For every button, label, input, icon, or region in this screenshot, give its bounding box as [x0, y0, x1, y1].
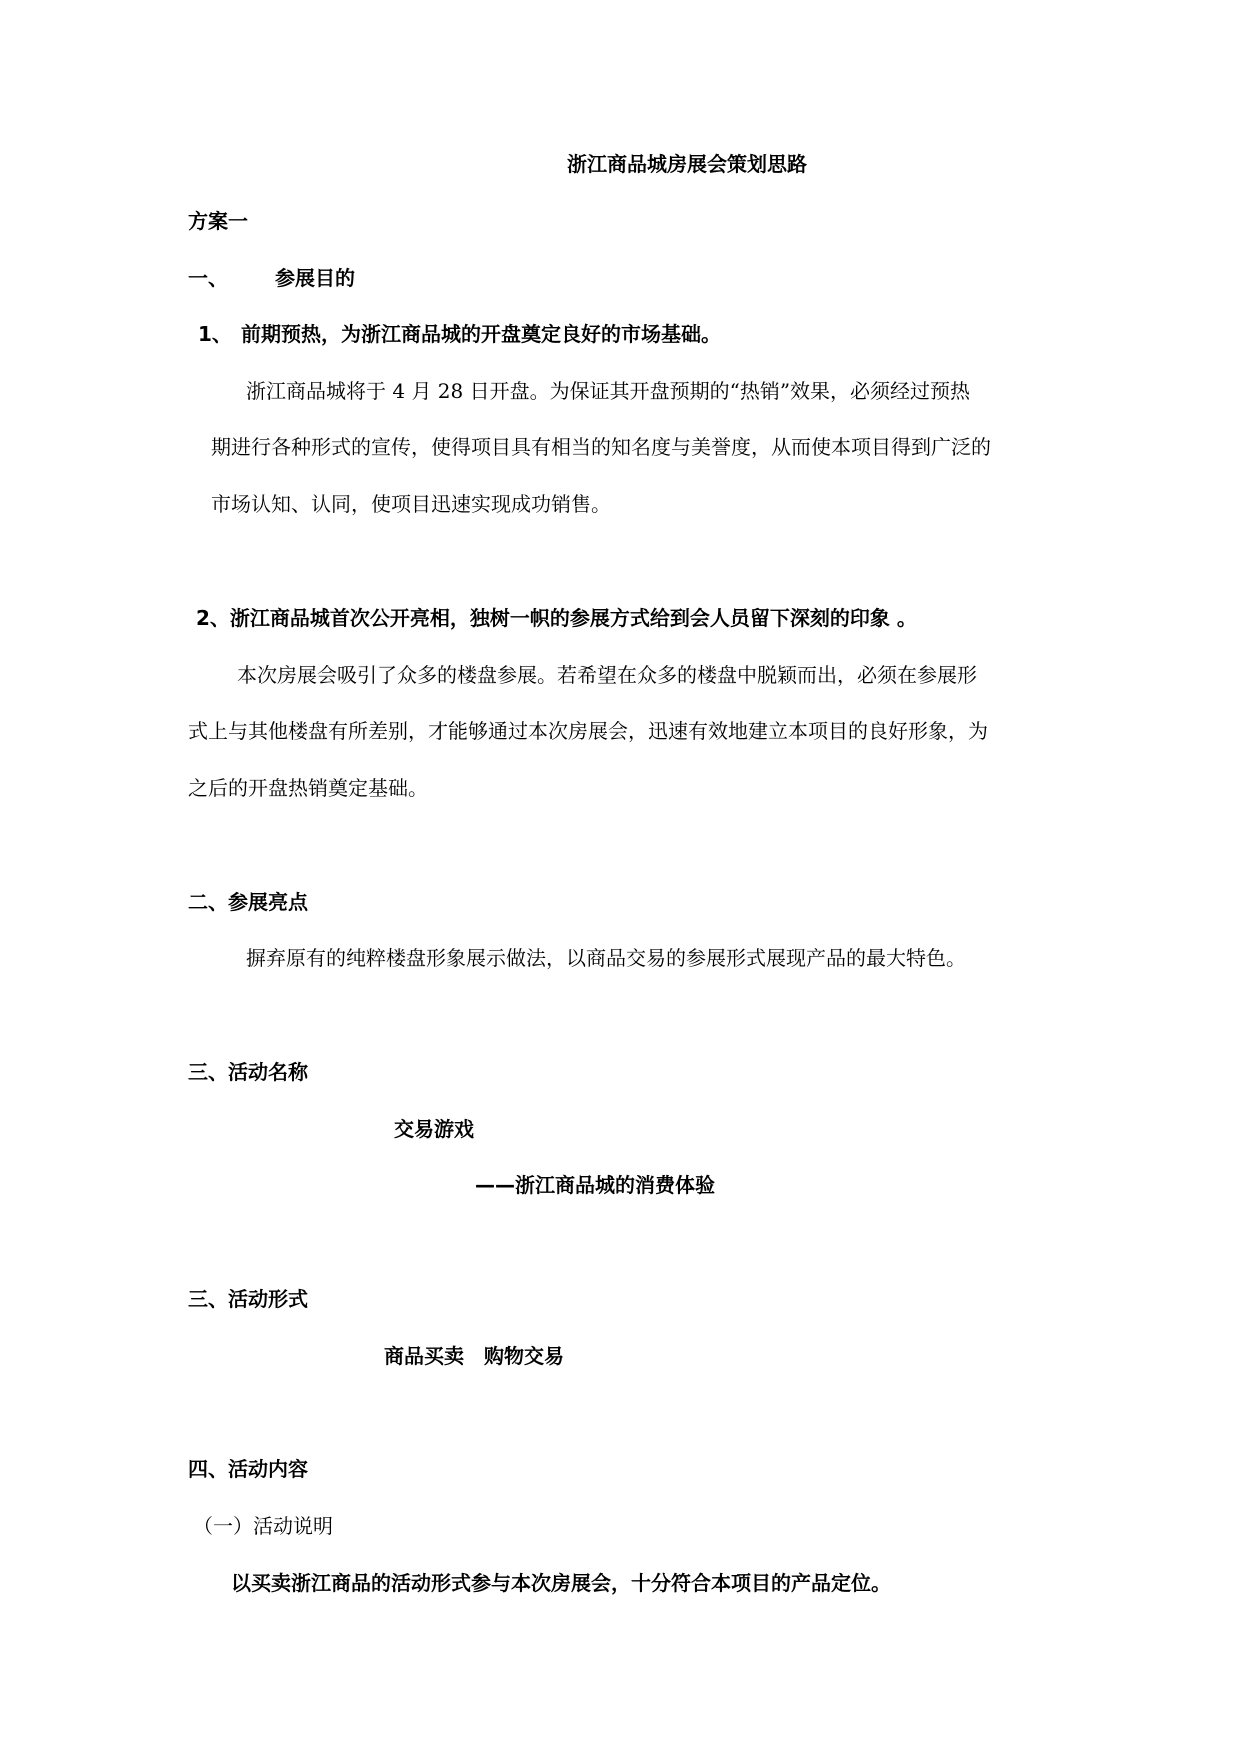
- item1-paragraph-line-1: 浙江商品城将于 4 月 28 日开盘。为保证其开盘预期的“热销”效果，必须经过预热: [246, 379, 971, 403]
- section1-heading: 参展目的: [275, 266, 355, 290]
- activity-format-text: 商品买卖 购物交易: [384, 1344, 564, 1368]
- section5-text: 以买卖浙江商品的活动形式参与本次房展会，十分符合本项目的产品定位。: [231, 1571, 891, 1595]
- section2-heading: 二、参展亮点: [188, 890, 308, 914]
- section5-sub-heading: （一）活动说明: [193, 1514, 333, 1538]
- item1-heading: 前期预热，为浙江商品城的开盘奠定良好的市场基础。: [241, 322, 721, 346]
- section2-text: 摒弃原有的纯粹楼盘形象展示做法，以商品交易的参展形式展现产品的最大特色。: [246, 946, 966, 970]
- section3-heading: 三、活动名称: [188, 1060, 308, 1084]
- section1-number: 一、: [188, 266, 228, 290]
- item2-paragraph-line-3: 之后的开盘热销奠定基础。: [188, 776, 428, 800]
- item1-paragraph-line-2: 期进行各种形式的宣传，使得项目具有相当的知名度与美誉度，从而使本项目得到广泛的: [211, 435, 991, 459]
- plan-label: 方案一: [188, 209, 248, 233]
- document-title: 浙江商品城房展会策划思路: [567, 152, 807, 176]
- item2-paragraph-line-2: 式上与其他楼盘有所差别，才能够通过本次房展会，迅速有效地建立本项目的良好形象，为: [188, 719, 988, 743]
- item1-number: 1、: [198, 322, 232, 346]
- section4-heading: 三、活动形式: [188, 1287, 308, 1311]
- activity-subtitle: ——浙江商品城的消费体验: [475, 1173, 715, 1197]
- item2-heading: 2、浙江商品城首次公开亮相，独树一帜的参展方式给到会人员留下深刻的印象 。: [196, 606, 917, 630]
- activity-name: 交易游戏: [394, 1117, 474, 1141]
- item1-paragraph-line-3: 市场认知、认同，使项目迅速实现成功销售。: [211, 492, 611, 516]
- section5-heading: 四、活动内容: [188, 1457, 308, 1481]
- item2-paragraph-line-1: 本次房展会吸引了众多的楼盘参展。若希望在众多的楼盘中脱颖而出，必须在参展形: [237, 663, 977, 687]
